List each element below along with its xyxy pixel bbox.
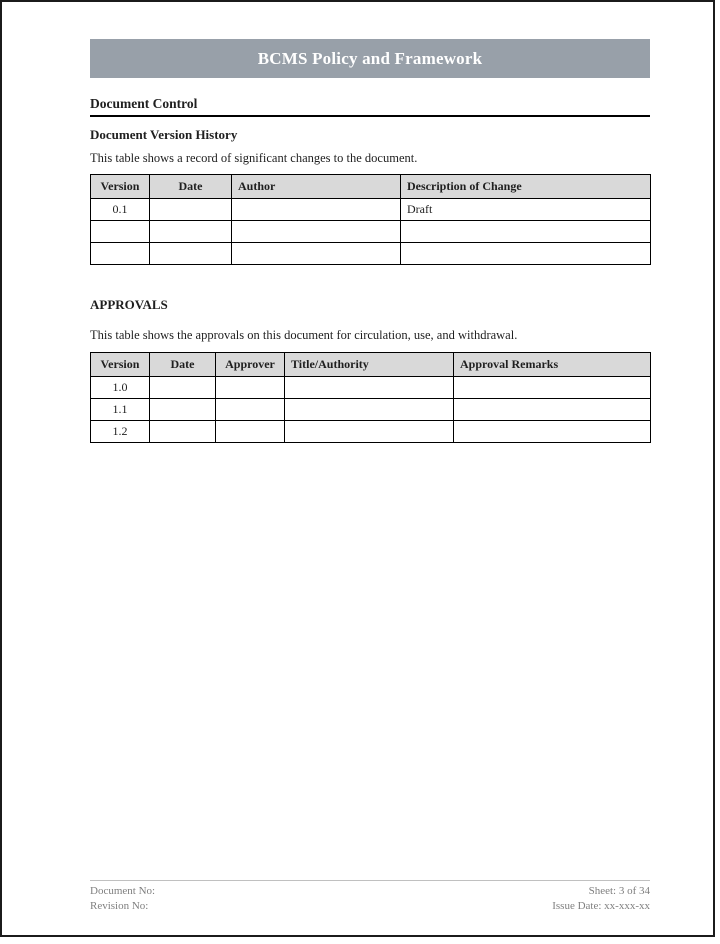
cell-approval-remarks: [454, 399, 651, 421]
approvals-description: This table shows the approvals on this document for circulation, use, and withdrawal.: [90, 328, 518, 342]
table-row: [91, 221, 651, 243]
cell-description-of-change: [401, 243, 651, 265]
table-row: [91, 377, 651, 399]
version-history-table: [90, 174, 651, 265]
column-header-approver: Approver: [216, 353, 285, 377]
table-header-row: [91, 175, 651, 199]
section-heading-document-control: Document Control: [90, 96, 650, 117]
table-row: [91, 199, 651, 221]
table-header-row: [91, 353, 651, 377]
column-header-author: Author: [232, 175, 401, 199]
column-header-description-of-change: Description of Change: [401, 175, 651, 199]
cell-version: 1.2: [91, 421, 150, 443]
cell-title-authority: [285, 421, 454, 443]
cell-title-authority: [285, 377, 454, 399]
footer-document-no: Document No:: [90, 885, 156, 897]
column-header-approval-remarks: Approval Remarks: [454, 353, 651, 377]
cell-version: 1.0: [91, 377, 150, 399]
cell-author: [232, 243, 401, 265]
cell-approval-remarks: [454, 377, 651, 399]
page-content: [90, 2, 650, 443]
footer-revision-no: Revision No:: [90, 899, 149, 912]
cell-approver: [216, 399, 285, 421]
column-header-version: Version: [91, 353, 150, 377]
cell-approver: [216, 421, 285, 443]
table-row: [91, 243, 651, 265]
cell-version: 1.1: [91, 399, 150, 421]
cell-approval-remarks: [454, 421, 651, 443]
footer-issue-date: Issue Date: xx-xxx-xx: [552, 899, 650, 912]
approvals-table: [90, 352, 651, 443]
table-row: [91, 421, 651, 443]
document-title-banner: [90, 39, 650, 78]
document-title: BCMS Policy and Framework: [257, 48, 483, 68]
cell-description-of-change: [401, 221, 651, 243]
cell-version: 0.1: [91, 199, 150, 221]
cell-date: [150, 377, 216, 399]
cell-author: [232, 221, 401, 243]
cell-date: [150, 421, 216, 443]
cell-date: [150, 399, 216, 421]
footer-left: [90, 884, 155, 913]
cell-version: [91, 221, 150, 243]
page-footer: [90, 880, 650, 913]
column-header-date: Date: [150, 175, 232, 199]
footer-sheet: Sheet: 3 of 34: [588, 885, 650, 897]
cell-version: [91, 243, 150, 265]
cell-description-of-change: Draft: [401, 199, 651, 221]
version-history-description: This table shows a record of significant changes to the document.: [90, 151, 418, 165]
table-row: [91, 399, 651, 421]
cell-author: [232, 199, 401, 221]
cell-date: [150, 243, 232, 265]
heading-approvals: APPROVALS: [90, 297, 168, 312]
cell-date: [150, 221, 232, 243]
cell-date: [150, 199, 232, 221]
heading-document-version-history: Document Version History: [90, 127, 238, 142]
footer-right: [552, 884, 650, 913]
cell-approver: [216, 377, 285, 399]
column-header-date: Date: [150, 353, 216, 377]
cell-title-authority: [285, 399, 454, 421]
column-header-title-authority: Title/Authority: [285, 353, 454, 377]
column-header-version: Version: [91, 175, 150, 199]
